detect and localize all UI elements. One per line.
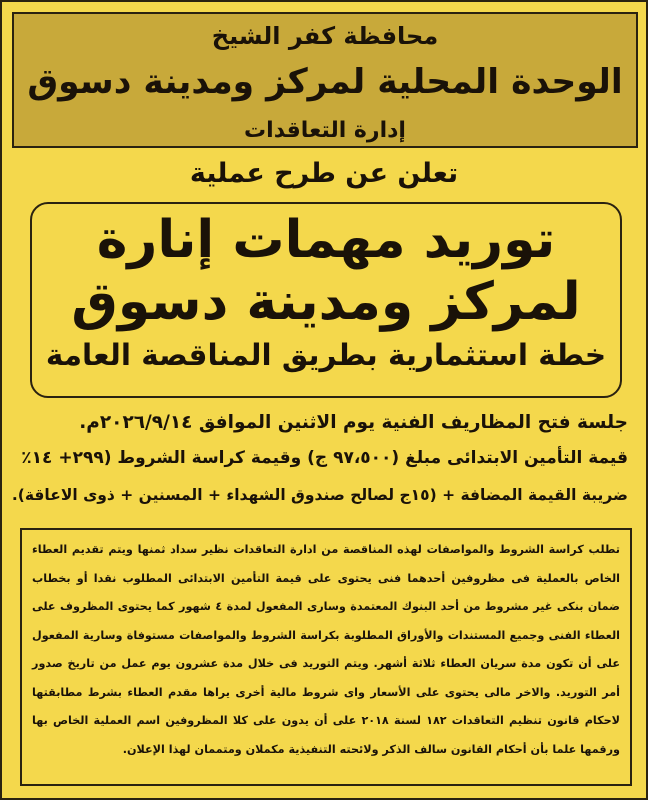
tender-title-box <box>30 202 622 398</box>
tax-line: ضريبة القيمة المضافة + (١٥ج لصالح صندوق الشهداء + المسنين + ذوى الاعاقة). <box>11 486 628 504</box>
session-date-line: جلسة فتح المظاريف الفنية يوم الاثنين الموافق ٢٠٢٦/٩/١٤م. <box>79 412 628 433</box>
announcement-line: تعلن عن طرح عملية <box>189 158 459 189</box>
ad-header <box>12 12 638 148</box>
department-name: إدارة التعاقدات <box>244 118 406 143</box>
local-unit-name: الوحدة المحلية لمركز ومدينة دسوق <box>27 62 623 102</box>
tender-title-line-1: توريد مهمات إنارة <box>96 210 556 270</box>
tender-title-line-2: لمركز ومدينة دسوق <box>71 272 581 332</box>
tender-title-line-3: خطة استثمارية بطريق المناقصة العامة <box>45 338 607 372</box>
insurance-line: قيمة التأمين الابتدائى مبلغ (٩٧،٥٠٠ ج) وقيمة كراسة الشروط (٢٩٩+ ١٤٪ <box>21 448 628 468</box>
governorate-name: محافظة كفر الشيخ <box>211 22 439 50</box>
terms-paragraph: تطلب كراسة الشروط والمواصفات لهذه المناقصة من ادارة التعاقدات نظير سداد ثمنها ويتم تقديم العطاء الخاص بالعملية فى مظروفين أحدهما فنى يحتوى على قيمة التأمين الابتدائى المطلوب نقدا أو بخطاب ضمان بنكى غير مشروط من أحد البنوك المعتمدة وسارى المفعول لمدة ٤ شهور كما يحتوى المظروف على العطاء الفنى وجميع المستندات والأوراق المطلوبة بكراسة الشروط والمواصفات مستوفاة وسارية المفعول على أن تكون مدة سريان العطاء ثلاثة أشهر. ويتم التوريد فى خلال مدة عشرون يوم عمل من تاريخ صدور أمر التوريد. والاخر مالى يحتوى على الأسعار واى شروط مالية أخرى يراها مقدم العطاء بشرط مطابقتها لاحكام قانون تنظيم التعاقدات ١٨٢ لسنة ٢٠١٨ على أن يدون على كلا المظروفين اسم العملية الخاص بها ورقمها علما بأن أحكام القانون سالف الذكر ولائحته التنفيذية مكملان ومتممان لهذا الإعلان. <box>20 528 632 786</box>
